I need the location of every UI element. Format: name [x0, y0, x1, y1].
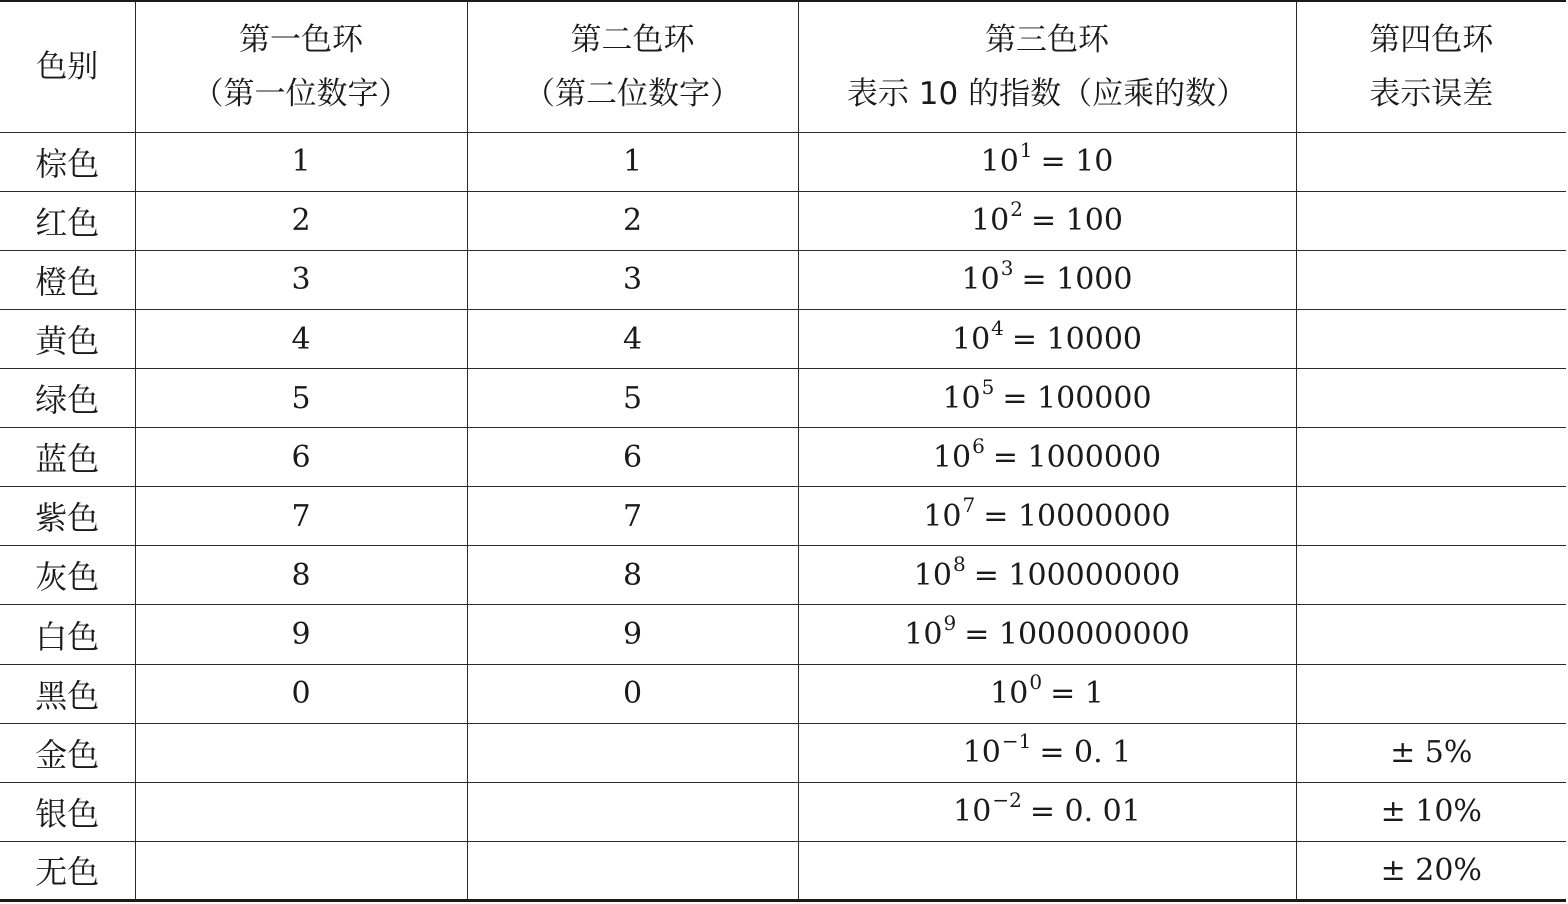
header-line: 第三色环	[985, 21, 1109, 58]
tolerance-cell: ± 10%	[1296, 782, 1566, 841]
first-digit-cell: 2	[135, 191, 467, 250]
header-line: 表示误差	[1369, 75, 1494, 112]
first-digit-cell: 0	[135, 664, 467, 723]
tolerance-cell	[1296, 191, 1566, 250]
multiplier-cell	[798, 546, 1296, 605]
multiplier-base: 10	[961, 262, 1000, 298]
multiplier-value: = 1000	[1021, 262, 1133, 298]
color-name-cell: 橙色	[0, 250, 135, 309]
multiplier-base: 10	[913, 557, 952, 593]
color-name-cell: 红色	[0, 191, 135, 250]
multiplier-base: 10	[951, 321, 991, 357]
multiplier-exponent: 0	[1029, 670, 1043, 695]
second-digit-cell: 4	[467, 310, 798, 369]
multiplier-exponent: 3	[1000, 256, 1014, 281]
multiplier-base: 10	[971, 203, 1010, 239]
tolerance-cell	[1296, 369, 1566, 428]
multiplier-base: 10	[980, 144, 1019, 180]
first-digit-cell: 1	[135, 132, 467, 191]
tolerance-cell: ± 5%	[1296, 723, 1566, 782]
color-name-cell: 黑色	[0, 664, 135, 723]
first-digit-cell: 4	[135, 310, 467, 369]
multiplier-base: 10	[923, 498, 962, 534]
header-line: 表示 10 的指数（应乘的数）	[846, 75, 1248, 112]
multiplier-cell	[798, 664, 1296, 723]
table-row	[0, 191, 1566, 250]
table-body	[0, 132, 1566, 900]
multiplier-base: 10	[990, 676, 1029, 712]
first-digit-cell: 7	[135, 487, 467, 546]
multiplier-exponent: 2	[1010, 197, 1023, 222]
table-row	[0, 605, 1566, 664]
second-digit-cell: 9	[467, 605, 798, 664]
multiplier-cell	[798, 723, 1296, 782]
multiplier-exponent: 7	[962, 492, 976, 517]
multiplier-cell	[798, 605, 1296, 664]
color-name-cell: 蓝色	[0, 428, 135, 487]
table-row	[0, 369, 1566, 428]
multiplier-value: = 10000000	[983, 498, 1171, 534]
multiplier-value: = 1	[1050, 676, 1104, 712]
tolerance-cell	[1296, 605, 1566, 664]
first-digit-cell	[135, 782, 467, 841]
tolerance-cell	[1296, 250, 1566, 309]
header-line: 第一色环	[239, 21, 363, 58]
multiplier-base: 10	[962, 735, 1001, 771]
header-first-band	[135, 1, 467, 132]
first-digit-cell	[135, 841, 467, 900]
tolerance-cell	[1296, 310, 1566, 369]
multiplier-value: = 0. 1	[1039, 735, 1132, 771]
multiplier-value: = 100	[1030, 203, 1123, 239]
multiplier-value: = 0. 01	[1029, 794, 1141, 830]
first-digit-cell: 8	[135, 546, 467, 605]
first-digit-cell: 5	[135, 369, 467, 428]
second-digit-cell: 6	[467, 428, 798, 487]
multiplier-exponent: 9	[943, 611, 957, 636]
color-name-cell: 棕色	[0, 132, 135, 191]
table-row	[0, 723, 1566, 782]
multiplier-cell	[798, 132, 1296, 191]
multiplier-cell	[798, 250, 1296, 309]
table-row	[0, 487, 1566, 546]
color-name-cell: 无色	[0, 841, 135, 900]
tolerance-cell: ± 20%	[1296, 841, 1566, 900]
color-name-cell: 银色	[0, 782, 135, 841]
header-line: 第四色环	[1369, 21, 1494, 58]
multiplier-base: 10	[932, 439, 972, 475]
tolerance-cell	[1296, 132, 1566, 191]
header-second-band	[467, 1, 798, 132]
table-row	[0, 546, 1566, 605]
table-row	[0, 310, 1566, 369]
multiplier-exponent: 8	[952, 551, 966, 576]
multiplier-cell	[798, 428, 1296, 487]
multiplier-exponent: 4	[991, 315, 1004, 340]
header-fourth-band	[1296, 1, 1566, 132]
tolerance-cell	[1296, 487, 1566, 546]
table-row	[0, 132, 1566, 191]
multiplier-value: = 10	[1040, 144, 1114, 180]
header-line: （第一位数字）	[192, 75, 410, 112]
multiplier-cell	[798, 191, 1296, 250]
header-third-band	[798, 1, 1296, 132]
second-digit-cell: 3	[467, 250, 798, 309]
first-digit-cell	[135, 723, 467, 782]
table-row	[0, 841, 1566, 900]
multiplier-base: 10	[942, 380, 981, 416]
color-name-cell: 紫色	[0, 487, 135, 546]
multiplier-cell	[798, 369, 1296, 428]
header-line: （第二位数字）	[524, 75, 741, 112]
header-line: 第二色环	[570, 21, 695, 58]
table-row	[0, 782, 1566, 841]
second-digit-cell: 2	[467, 191, 798, 250]
header-line: 色别	[36, 48, 99, 85]
header-color-name	[0, 1, 135, 132]
second-digit-cell	[467, 782, 798, 841]
multiplier-base: 10	[953, 794, 992, 830]
multiplier-exponent: −2	[992, 788, 1022, 813]
color-name-cell: 黄色	[0, 310, 135, 369]
color-name-cell: 绿色	[0, 369, 135, 428]
color-name-cell: 灰色	[0, 546, 135, 605]
multiplier-cell	[798, 782, 1296, 841]
second-digit-cell: 1	[467, 132, 798, 191]
second-digit-cell	[467, 841, 798, 900]
multiplier-exponent: 5	[981, 374, 995, 399]
first-digit-cell: 6	[135, 428, 467, 487]
table-row	[0, 428, 1566, 487]
multiplier-value: = 1000000000	[964, 617, 1190, 653]
header-row	[0, 1, 1566, 132]
second-digit-cell: 8	[467, 546, 798, 605]
multiplier-value: = 10000	[1011, 321, 1143, 357]
multiplier-cell	[798, 487, 1296, 546]
multiplier-cell	[798, 310, 1296, 369]
multiplier-exponent: 6	[972, 433, 985, 458]
multiplier-value: = 100000000	[973, 557, 1181, 593]
first-digit-cell: 9	[135, 605, 467, 664]
second-digit-cell: 5	[467, 369, 798, 428]
second-digit-cell: 7	[467, 487, 798, 546]
tolerance-cell	[1296, 546, 1566, 605]
multiplier-exponent: −1	[1001, 729, 1032, 754]
color-name-cell: 白色	[0, 605, 135, 664]
multiplier-value: = 100000	[1002, 380, 1152, 416]
multiplier-base: 10	[904, 617, 943, 653]
first-digit-cell: 3	[135, 250, 467, 309]
second-digit-cell: 0	[467, 664, 798, 723]
tolerance-cell	[1296, 664, 1566, 723]
table-row	[0, 664, 1566, 723]
table-row	[0, 250, 1566, 309]
second-digit-cell	[467, 723, 798, 782]
multiplier-cell	[798, 841, 1296, 900]
tolerance-cell	[1296, 428, 1566, 487]
multiplier-value: = 1000000	[992, 439, 1162, 475]
multiplier-exponent: 1	[1019, 138, 1033, 163]
color-name-cell: 金色	[0, 723, 135, 782]
